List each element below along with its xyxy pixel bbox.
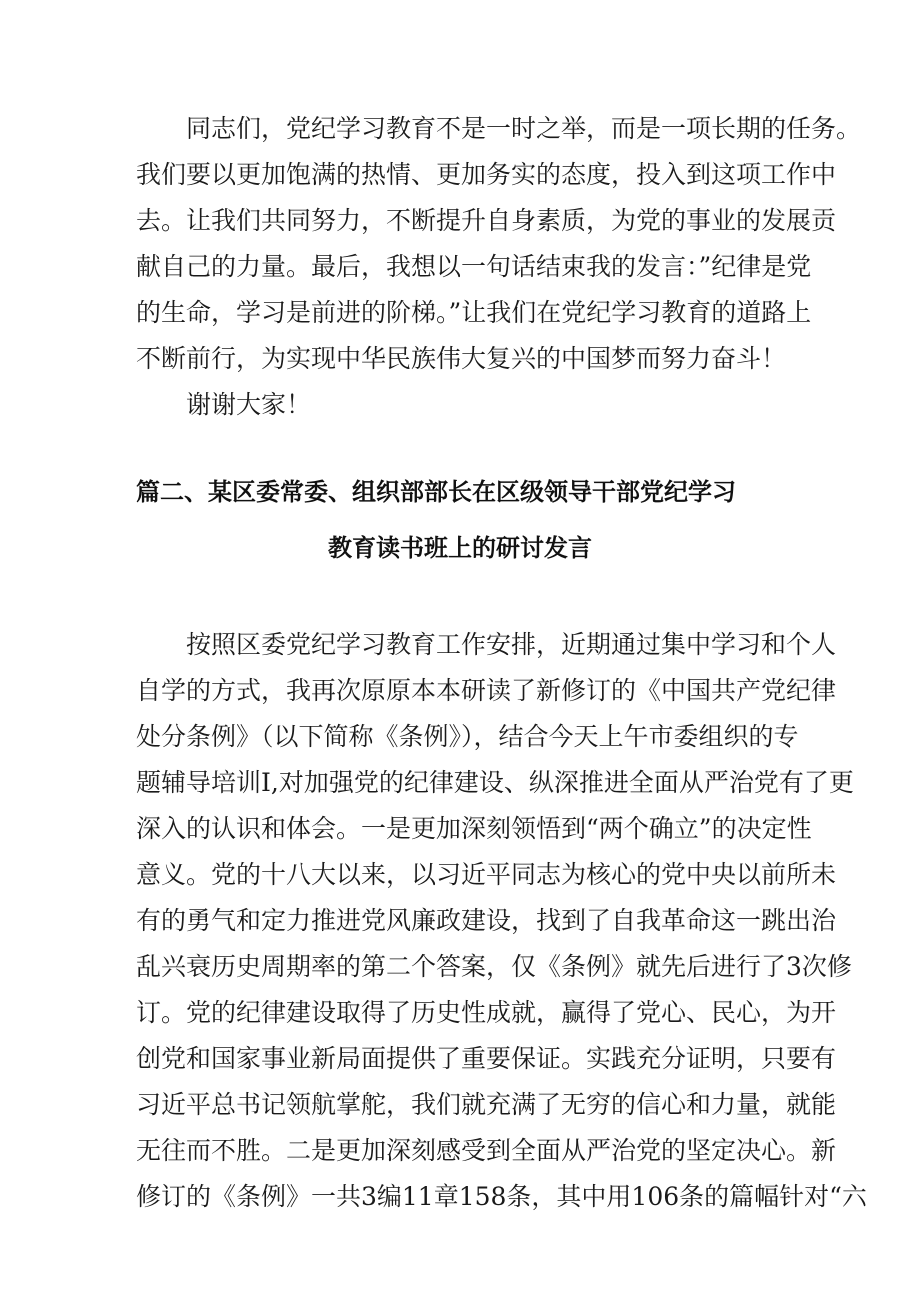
paragraph-line: 订。党的纪律建设取得了历史性成就，赢得了党心、民心，为开 [136,998,837,1027]
paragraph-line: 有的勇气和定力推进党风廉政建设，找到了自我革命这一跳出治 [136,906,837,935]
paragraph-line: 的生命，学习是前进的阶梯。”让我们在党纪学习教育的道路上 [136,298,812,327]
paragraph-line: 我们要以更加饱满的热情、更加务实的态度，投入到这项工作中 [136,160,837,189]
paragraph-line: 去。让我们共同努力，不断提升自身素质，为党的事业的发展贡 [136,206,837,235]
paragraph-line: 不断前行，为实现中华民族伟大复兴的中国梦而努力奋斗！ [136,344,787,373]
paragraph-line: 意义。党的十八大以来，以习近平同志为核心的党中央以前所未 [136,860,837,889]
paragraph-line: 处分条例》（以下简称《条例》），结合今天上午市委组织的专 [136,722,799,751]
paragraph-line: 按照区委党纪学习教育工作安排，近期通过集中学习和个人 [186,630,837,659]
closing-line: 谢谢大家！ [186,390,312,419]
paragraph-line: 乱兴衰历史周期率的第二个答案，仅《条例》就先后进行了3次修 [136,952,852,981]
paragraph-line: 修订的《条例》一共3编11章158条，其中用106条的篇幅针对“六 [136,1182,867,1211]
paragraph-line: 题辅导培训I,对加强党的纪律建设、纵深推进全面从严治党有了更 [136,768,854,797]
paragraph-line: 无往而不胜。二是更加深刻感受到全面从严治党的坚定决心。新 [136,1136,837,1165]
section-title-line-2: 教育读书班上的研讨发言 [328,534,592,562]
paragraph-line: 深入的认识和体会。一是更加深刻领悟到“两个确立”的决定性 [136,814,812,843]
section-title-line-1: 篇二、某区委常委、组织部部长在区级领导干部党纪学习 [136,478,736,506]
paragraph-line: 自学的方式，我再次原原本本研读了新修订的《中国共产党纪律 [136,676,837,705]
paragraph-line: 创党和国家事业新局面提供了重要保证。实践充分证明，只要有 [136,1044,837,1073]
paragraph-line: 习近平总书记领航掌舵，我们就充满了无穷的信心和力量，就能 [136,1090,837,1119]
paragraph-line: 献自己的力量。最后，我想以一句话结束我的发言：”纪律是党 [136,252,812,281]
paragraph-line: 同志们，党纪学习教育不是一时之举，而是一项长期的任务。 [186,114,862,143]
